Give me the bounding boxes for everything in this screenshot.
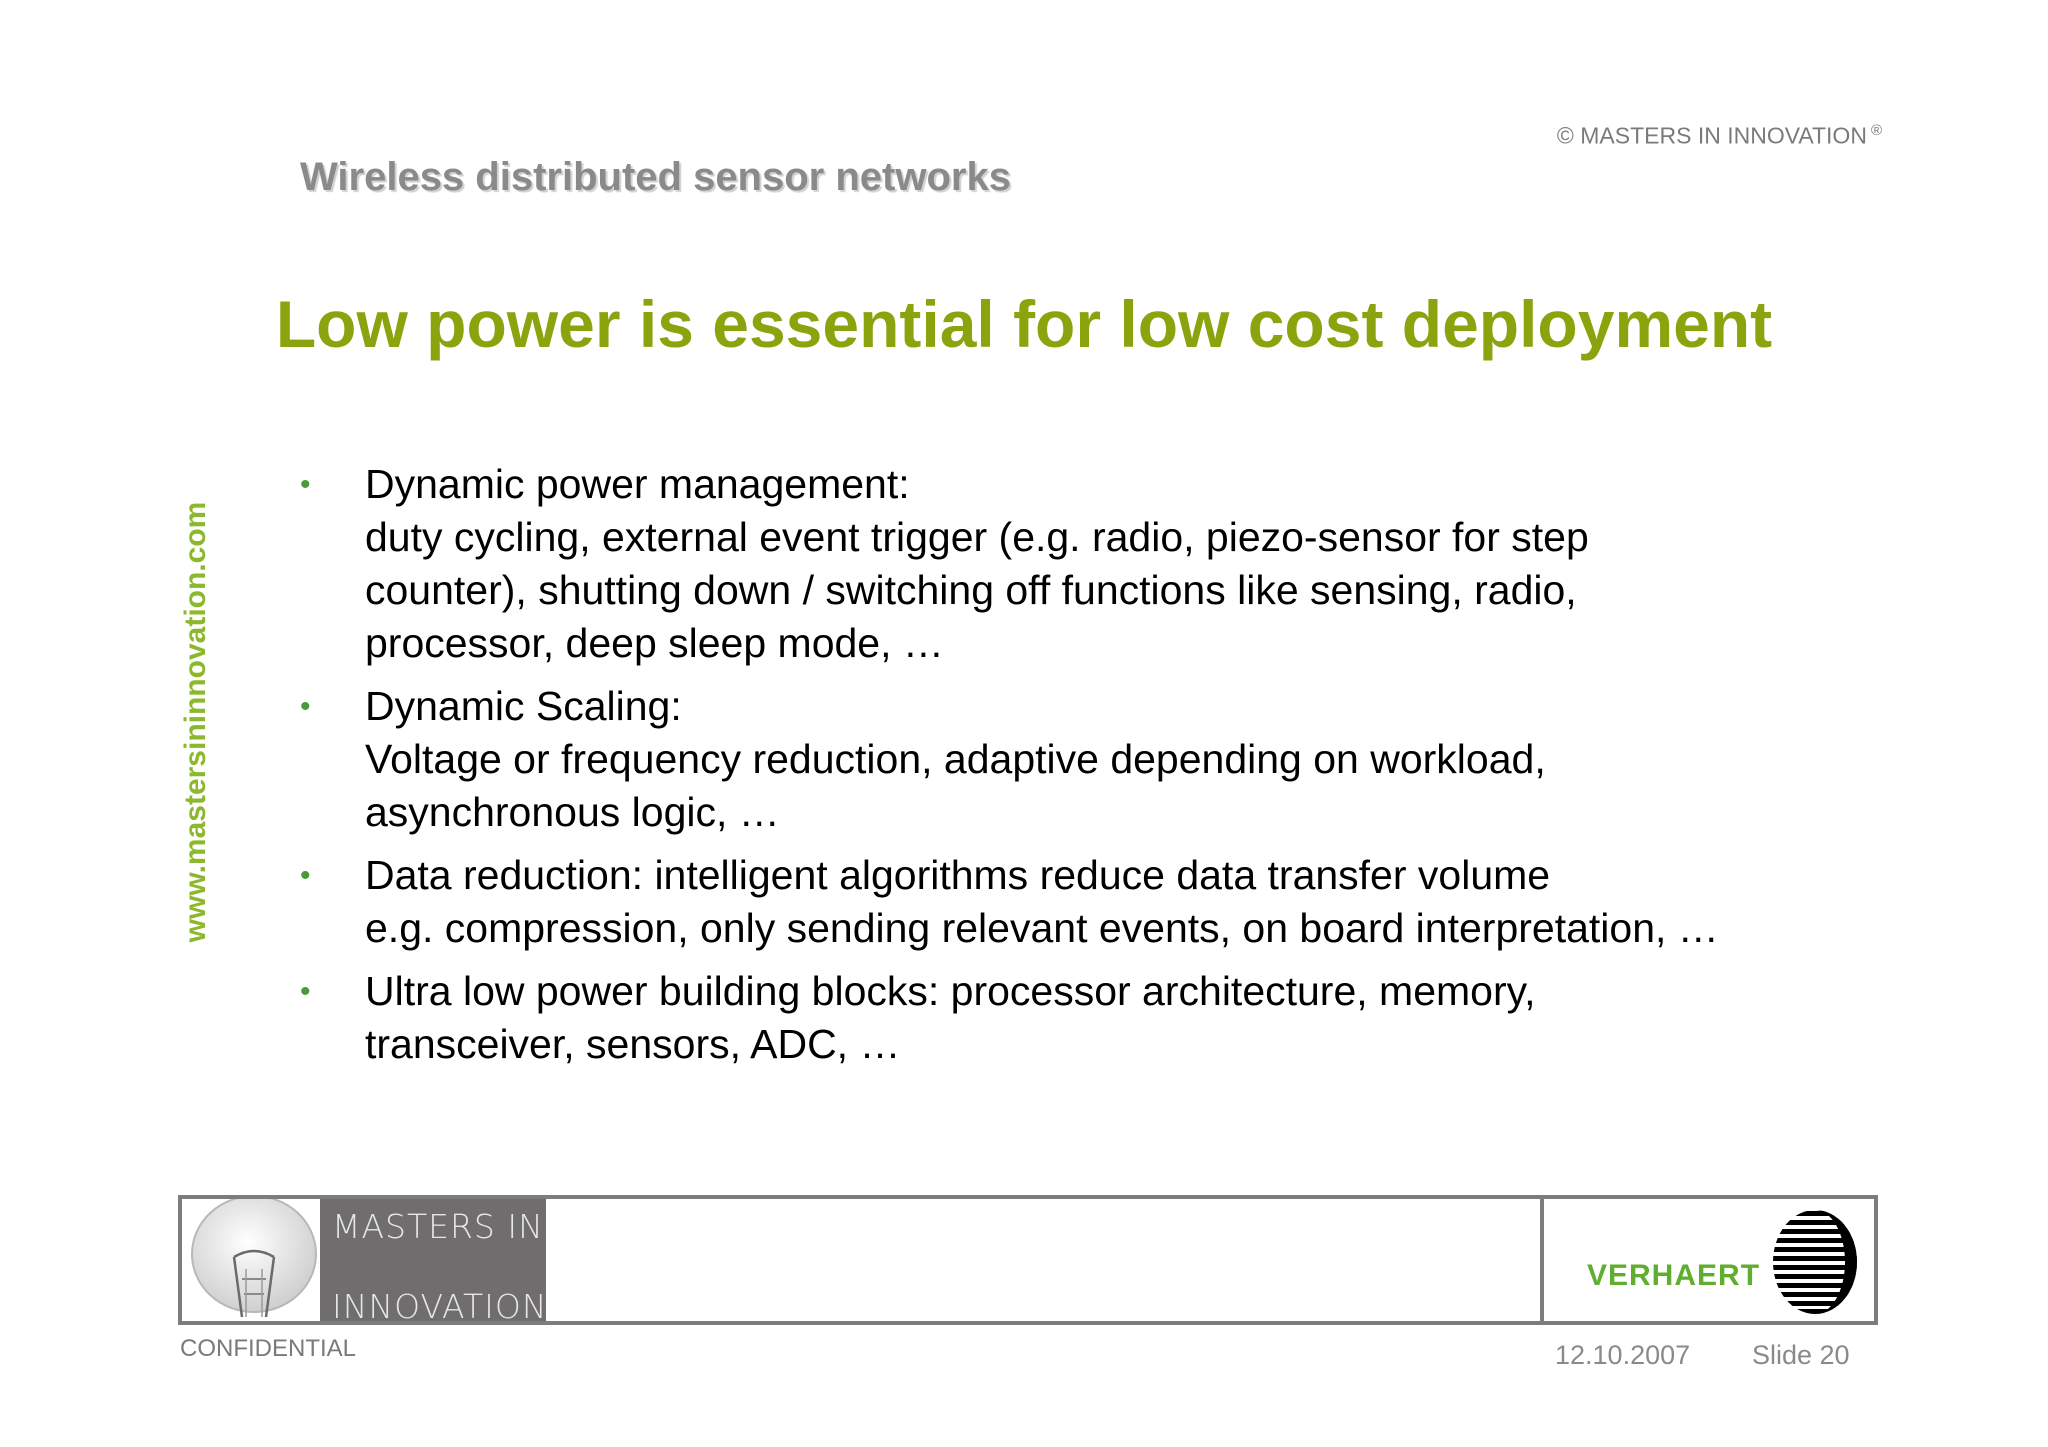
copyright-text: © MASTERS IN INNOVATION: [1556, 122, 1867, 149]
verhaert-label: VERHAERT: [1587, 1259, 1761, 1292]
bullet-item: [290, 458, 1850, 670]
bullet-line: Dynamic power management:: [365, 461, 910, 507]
bullet-line: asynchronous logic, …: [365, 789, 780, 835]
bullet-line: counter), shutting down / switching off functions like sensing, radio,: [365, 567, 1577, 613]
bullet-line: Dynamic Scaling:: [365, 683, 682, 729]
verhaert-globe-icon: [1772, 1209, 1858, 1320]
masters-in-innovation-logo: [320, 1199, 548, 1326]
bullet-line: processor, deep sleep mode, …: [365, 620, 944, 666]
bullet-dot-icon: •: [300, 859, 311, 892]
lightbulb-icon: [182, 1199, 322, 1321]
bullet-item: [290, 849, 1850, 955]
bullet-line: transceiver, sensors, ADC, …: [365, 1021, 901, 1067]
bullet-line: Voltage or frequency reduction, adaptive depending on workload,: [365, 736, 1546, 782]
slide-number: Slide 20: [1752, 1340, 1850, 1370]
bullet-line: e.g. compression, only sending relevant events, on board interpretation, …: [365, 905, 1719, 951]
bullet-dot-icon: •: [300, 975, 311, 1008]
bullet-dot-icon: •: [300, 690, 311, 723]
section-title: Wireless distributed sensor networks: [300, 155, 1011, 199]
logo-text-line2: INNOVATION: [332, 1287, 548, 1326]
logo-text-line1: MASTERS IN: [332, 1207, 544, 1246]
bullet-dot-icon: •: [300, 468, 311, 501]
footer-banner: [178, 1195, 1878, 1325]
registered-mark: ®: [1870, 122, 1882, 139]
slide-title: Low power is essential for low cost deployment: [275, 287, 1773, 361]
bullet-item: [290, 680, 1850, 839]
bullet-line: Ultra low power building blocks: processor architecture, memory,: [365, 968, 1536, 1014]
copyright-notice: [1460, 122, 1882, 150]
slide-date: 12.10.2007: [1555, 1340, 1691, 1370]
confidential-label: CONFIDENTIAL: [180, 1335, 357, 1362]
bullet-line: duty cycling, external event trigger (e.g. radio, piezo-sensor for step: [365, 514, 1589, 560]
website-url: www.mastersininnovation.com: [179, 501, 212, 943]
bullet-list: [290, 458, 1850, 1081]
footer-divider: [1540, 1199, 1544, 1321]
bullet-item: [290, 965, 1850, 1071]
bullet-line: Data reduction: intelligent algorithms reduce data transfer volume: [365, 852, 1551, 898]
